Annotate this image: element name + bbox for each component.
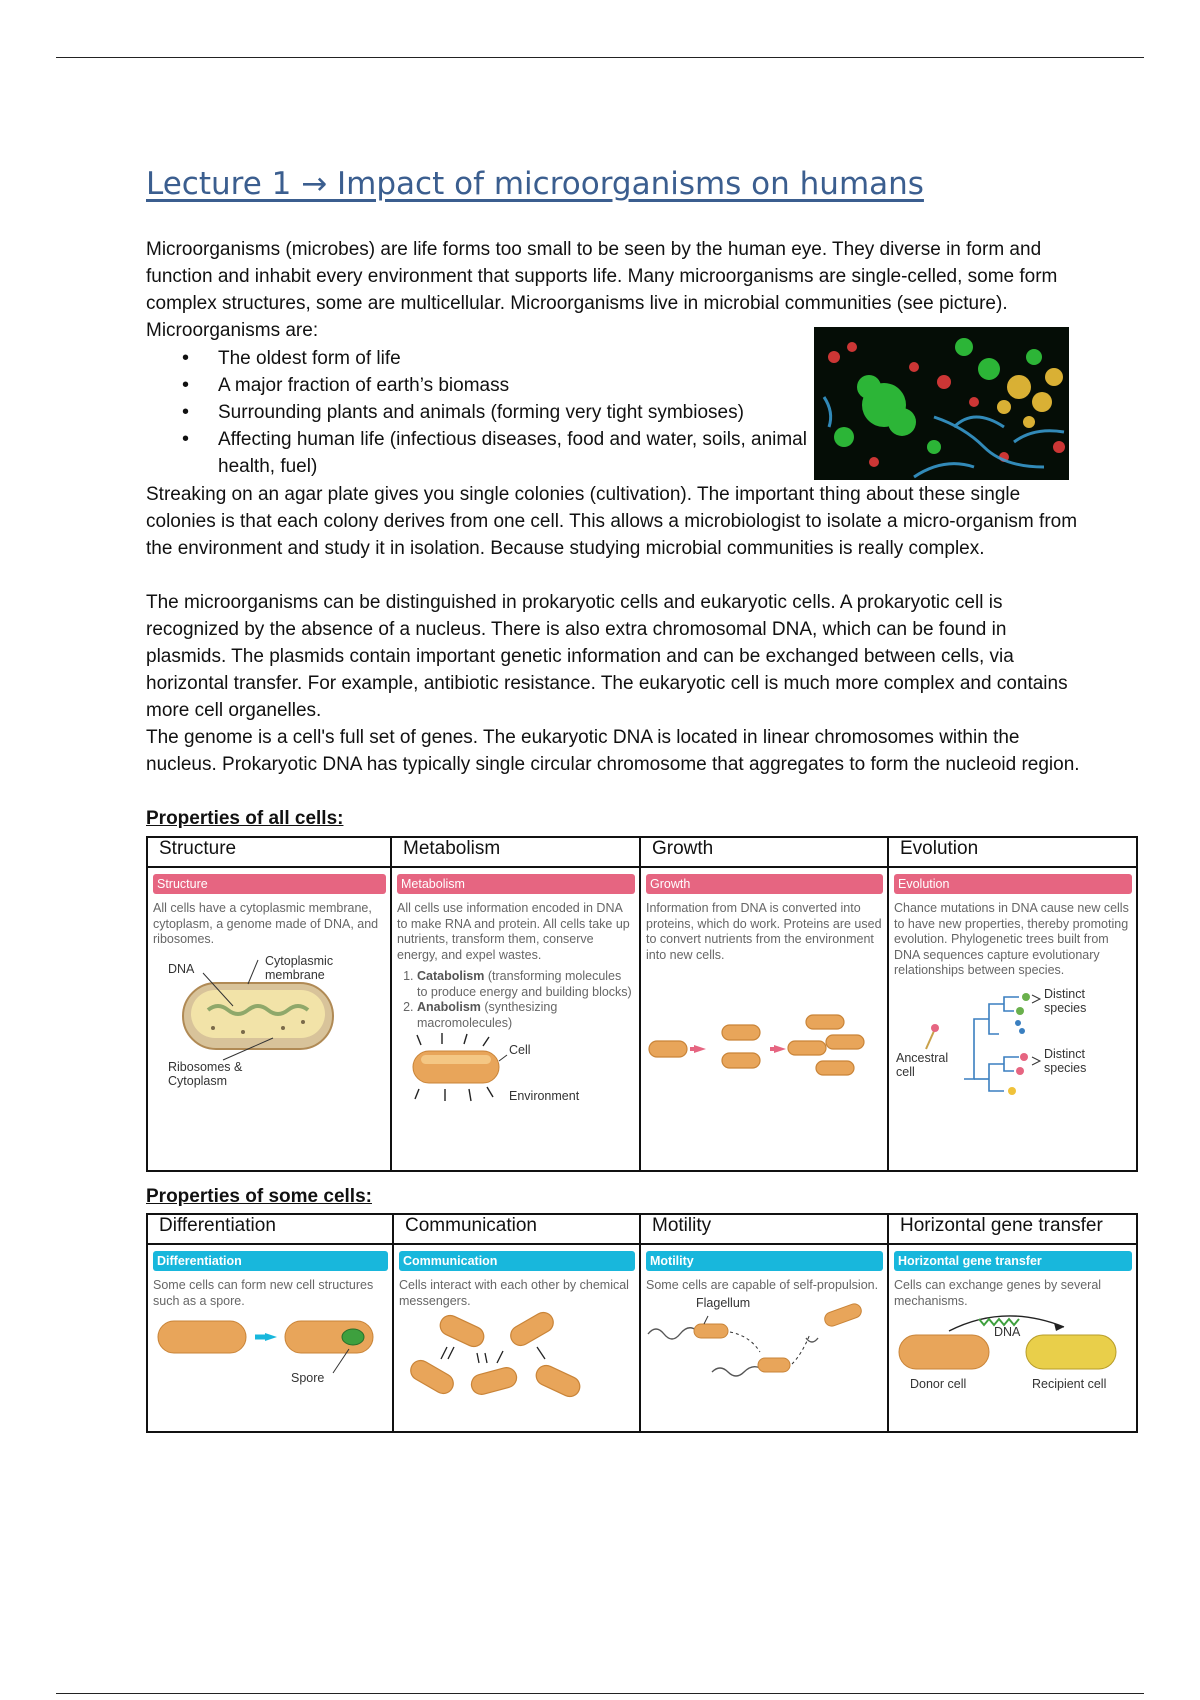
evolution-cell (888, 867, 1137, 1171)
intro-paragraph: Microorganisms (microbes) are life forms too small to be seen by the human eye. They diverse in form and function and inhabit every environment that supports life. Many microorganisms are single-celled, some form complex structures, some are multicellular. Microorganisms live in microbial communities (see picture). Microorganisms are: (146, 239, 1058, 341)
footer-rule (56, 1693, 1144, 1694)
evolution-illustration (894, 979, 1132, 1099)
differentiation-description: Some cells can form new cell structures such as a spore. (153, 1278, 374, 1308)
list-item: • A major fraction of earth’s biomass (178, 372, 808, 399)
metabolism-cell (391, 867, 640, 1171)
motility-illustration (646, 1294, 883, 1384)
structure-banner: Structure (153, 874, 386, 894)
cell-types-paragraph: The microorganisms can be distinguished in prokaryotic cells and eukaryotic cells. A prokaryotic cell is recognized by the absence of a nucleus. There is also extra chromosomal DNA, which can be found in plasmids. The plasmids contain important genetic information and can be exchanged between cells, via horizontal transfer. For example, antibiotic resistance. The eukaryotic cell is much more complex and contains more cell organelles. (146, 592, 1068, 721)
motility-description: Some cells are capable of self-propulsion. (646, 1278, 879, 1292)
structure-description: All cells have a cytoplasmic membrane, cytoplasm, a genome made of DNA, and ribosomes. (153, 901, 379, 946)
anabolism-text: (synthesizing macromolecules) (417, 1000, 558, 1030)
structure-illustration (153, 948, 386, 1098)
metabolism-description (397, 901, 635, 1031)
column-header-motility: Motility (640, 1214, 888, 1244)
environment-label: Environment (509, 1089, 580, 1103)
horizontal-gene-transfer-banner: Horizontal gene transfer (894, 1251, 1132, 1271)
flagellum-diagram (646, 1294, 871, 1384)
horizontal-gene-transfer-description: Cells can exchange genes by several mechanisms. (894, 1278, 1102, 1308)
list-item: • Surrounding plants and animals (forming very tight symbioses) (178, 399, 808, 426)
metabolism-text: All cells use information encoded in DNA to make RNA and protein. All cells take up nutrients, transform them, conserve energy, and expel wastes. (397, 901, 630, 962)
motility-banner: Motility (646, 1251, 883, 1271)
microbial-community-image (814, 327, 1069, 480)
cell-label: Cell (509, 1043, 531, 1057)
page-title: Lecture 1 → Impact of microorganisms on humans (146, 166, 924, 202)
column-header-evolution: Evolution (888, 837, 1137, 867)
header-rule (56, 57, 1144, 58)
distinct-species-label-top: Distinct species (1044, 986, 1087, 1015)
cell-division-diagram (646, 1013, 871, 1083)
list-item (417, 969, 635, 1000)
motility-cell (640, 1244, 888, 1432)
list-item: • Affecting human life (infectious diseases, food and water, soils, animal health, fuel) (178, 426, 808, 480)
properties-some-table (146, 1213, 1138, 1433)
dna-label: DNA (168, 961, 195, 976)
spore-formation-diagram (153, 1309, 378, 1399)
ribosomes-label: Ribosomes & Cytoplasm (168, 1059, 243, 1088)
cell-environment-diagram (397, 1031, 617, 1106)
recipient-cell-label: Recipient cell (1032, 1377, 1107, 1391)
growth-description: Information from DNA is converted into proteins, which do work. Proteins are used to convert nutrients from the environment into new cells. (646, 901, 882, 962)
list-item (417, 1000, 635, 1031)
differentiation-cell (147, 1244, 393, 1432)
evolution-description: Chance mutations in DNA cause new cells to have new properties, thereby promoting evolution. Phylogenetic trees built from DNA sequences capture evolutionary relationships between species. (894, 901, 1129, 977)
horizontal-gene-transfer-cell (888, 1244, 1137, 1432)
distinct-species-label-bottom: Distinct species (1044, 1046, 1087, 1075)
growth-cell (640, 867, 888, 1171)
genome-paragraph: The genome is a cell's full set of genes. The eukaryotic DNA is located in linear chromosomes within the nucleus. Prokaryotic DNA has typically single circular chromosome that aggregates to form the nucleoid region. (146, 727, 1080, 775)
metabolism-illustration (397, 1031, 635, 1106)
flagellum-label: Flagellum (696, 1295, 751, 1310)
column-header-growth: Growth (640, 837, 888, 867)
properties-all-heading: Properties of all cells: (146, 808, 344, 829)
structure-cell (147, 867, 391, 1171)
differentiation-illustration (153, 1309, 388, 1399)
catabolism-text: (transforming molecules to produce energy and building blocks) (417, 969, 632, 999)
properties-all-table (146, 836, 1138, 1172)
differentiation-banner: Differentiation (153, 1251, 388, 1271)
spore-label: Spore (291, 1371, 325, 1385)
column-header-structure: Structure (147, 837, 391, 867)
ancestral-cell-label: Ancestral cell (896, 1050, 949, 1079)
catabolism-term: Catabolism (417, 969, 485, 983)
dna-label: DNA (994, 1325, 1021, 1339)
membrane-label: Cytoplasmic membrane (265, 953, 334, 982)
gene-transfer-illustration (894, 1309, 1132, 1399)
microorganism-list (178, 345, 808, 480)
metabolism-banner: Metabolism (397, 874, 635, 894)
column-header-metabolism: Metabolism (391, 837, 640, 867)
cultivation-paragraph: Streaking on an agar plate gives you single colonies (cultivation). The important thing about these single colonies is that each colony derives from one cell. This allows a microbiologist to isolate a micro-organism from the environment and study it in isolation. Because studying microbial communities is really complex. (146, 484, 1078, 559)
growth-banner: Growth (646, 874, 883, 894)
communication-description: Cells interact with each other by chemical messengers. (399, 1278, 629, 1308)
chemical-messenger-diagram (399, 1309, 624, 1404)
communication-banner: Communication (399, 1251, 635, 1271)
evolution-banner: Evolution (894, 874, 1132, 894)
donor-cell-label: Donor cell (910, 1377, 967, 1391)
anabolism-term: Anabolism (417, 1000, 481, 1014)
communication-cell (393, 1244, 640, 1432)
list-item: • The oldest form of life (178, 345, 808, 372)
column-header-horizontal-gene-transfer: Horizontal gene transfer (888, 1214, 1137, 1244)
column-header-communication: Communication (393, 1214, 640, 1244)
column-header-differentiation: Differentiation (147, 1214, 393, 1244)
properties-some-heading: Properties of some cells: (146, 1186, 372, 1207)
